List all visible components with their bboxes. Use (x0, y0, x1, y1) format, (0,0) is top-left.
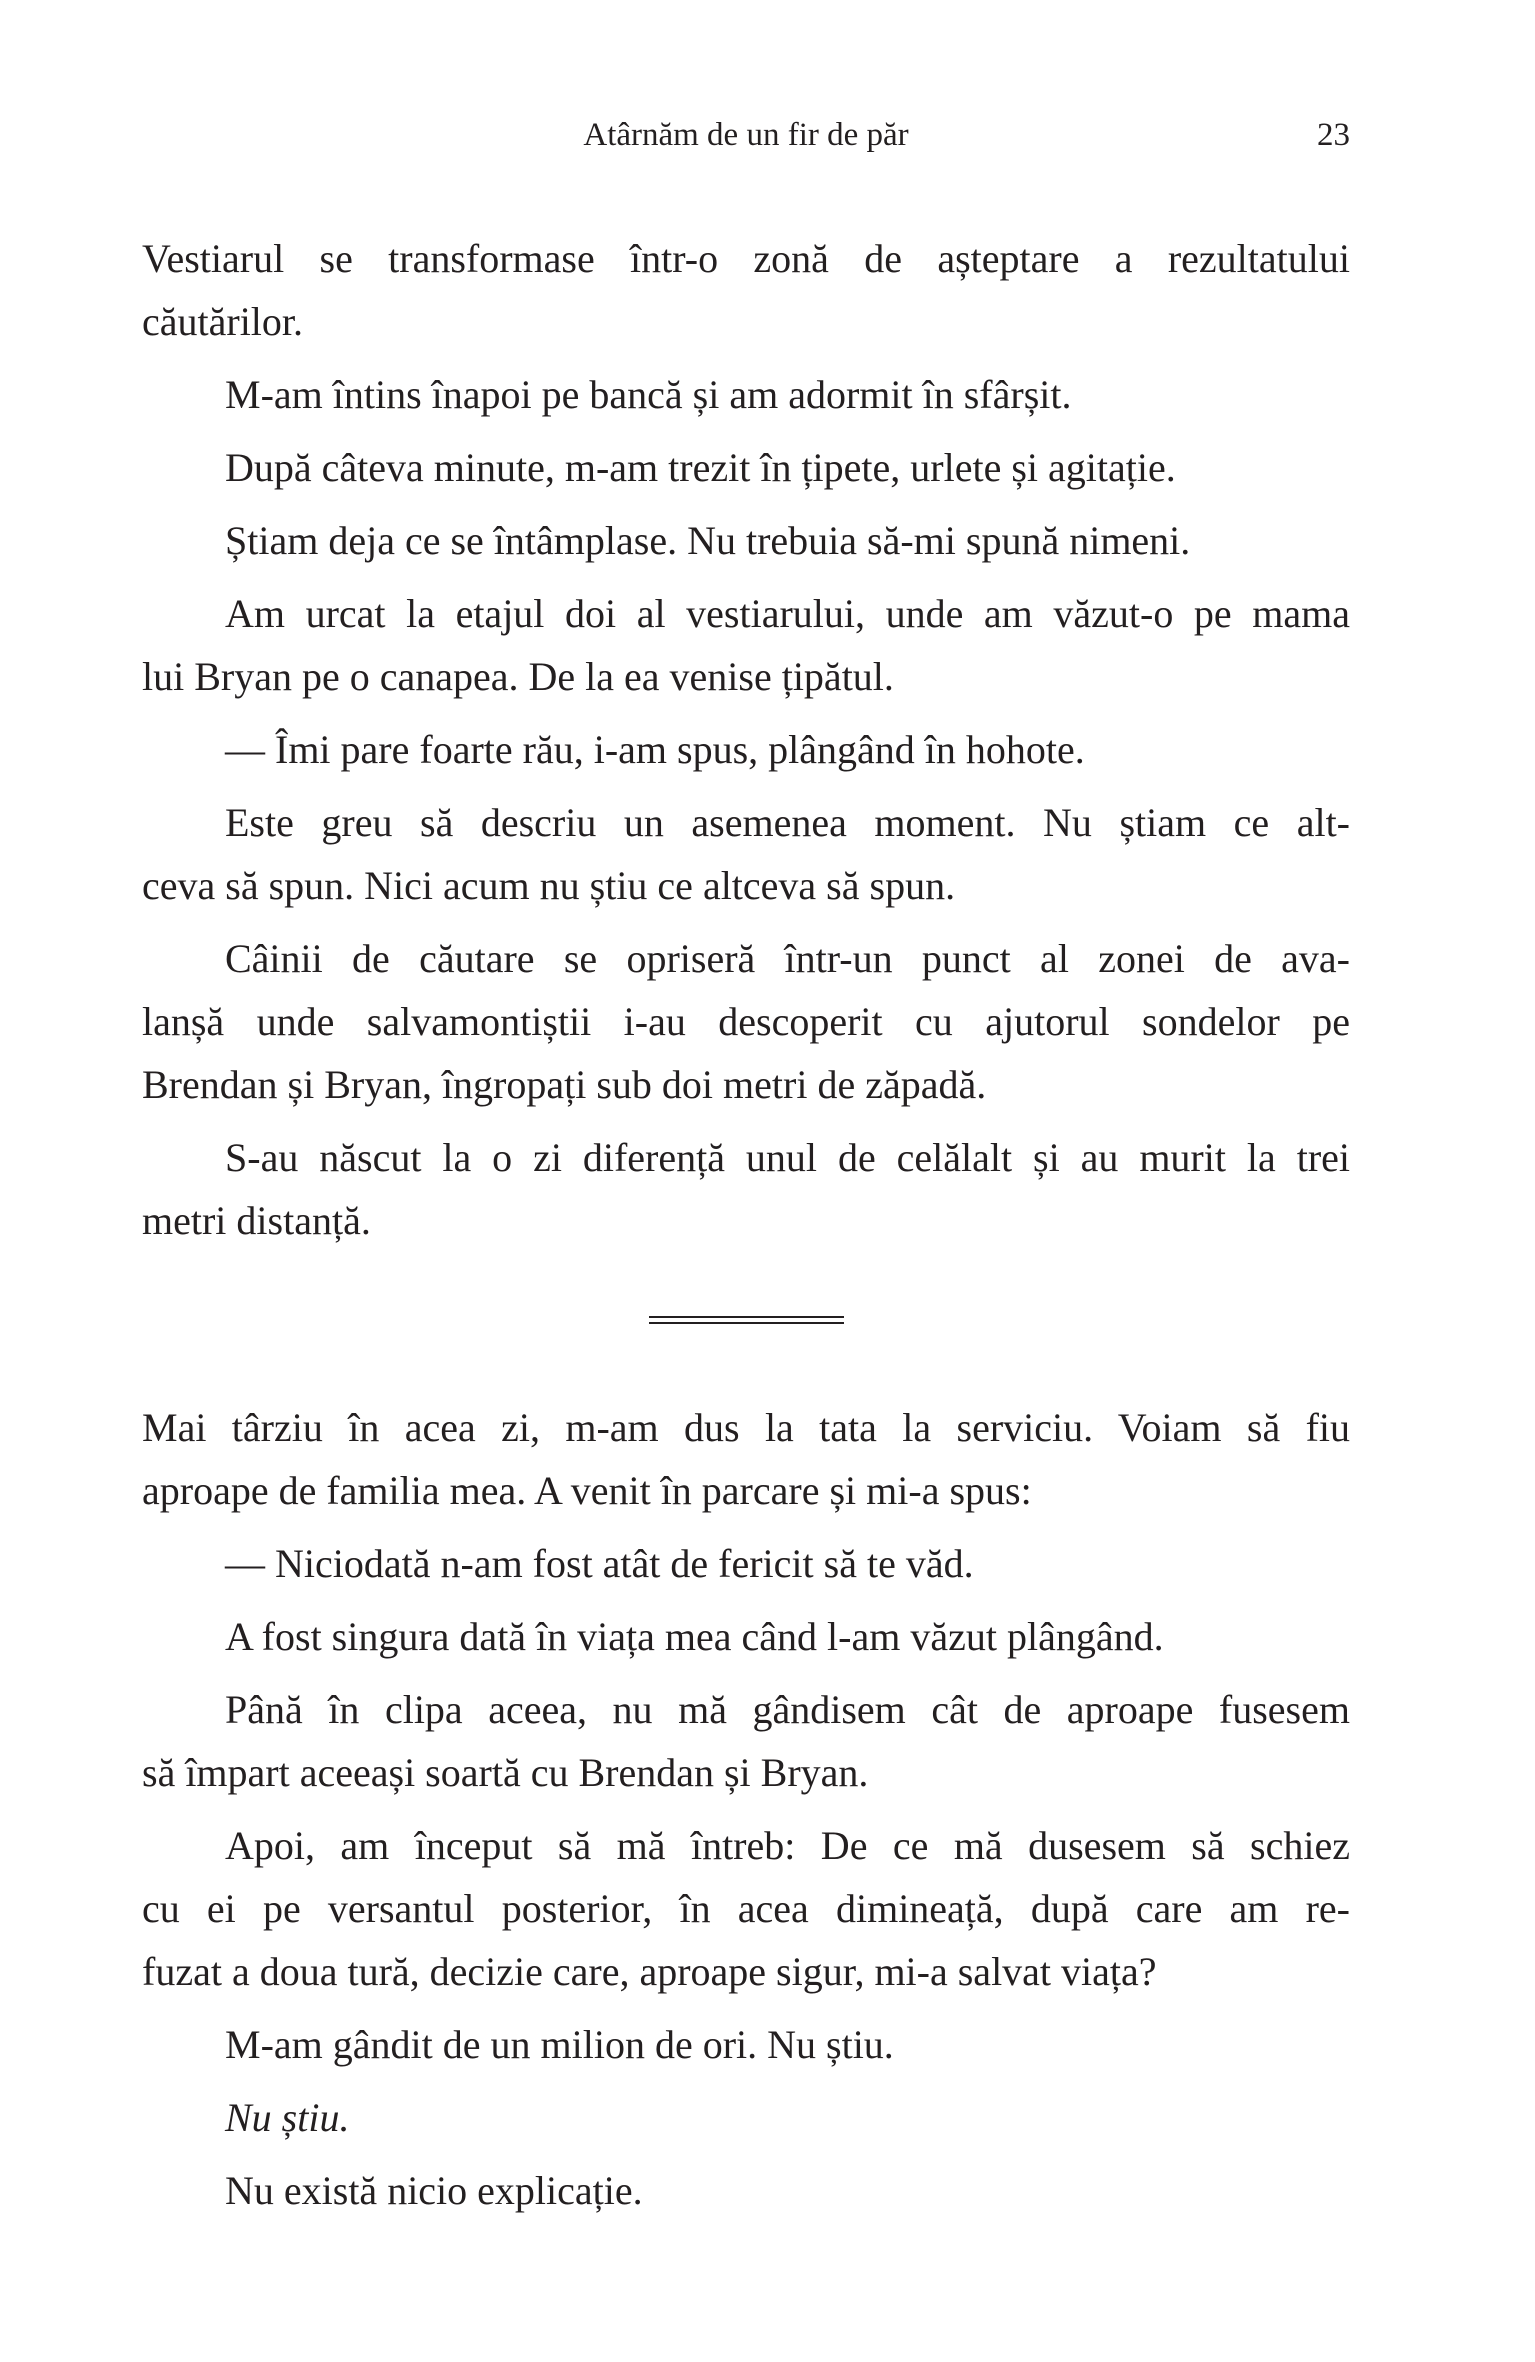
text-line: ceva să spun. Nici acum nu știu ce altceva să spun. (142, 863, 956, 908)
text-line: M-am întins înapoi pe bancă și am adormit în sfârșit. (225, 372, 1072, 417)
paragraph (142, 2159, 1350, 2222)
text-line: să împart aceeași soartă cu Brendan și Bryan. (142, 1750, 869, 1795)
text-line: — Niciodată n-am fost atât de fericit să te văd. (225, 1541, 974, 1586)
text-line: Știam deja ce se întâmplase. Nu trebuia să-mi spună nimeni. (225, 518, 1191, 563)
running-title: Atârnăm de un fir de păr (583, 117, 909, 153)
section-separator (649, 1316, 844, 1324)
text-line: căutărilor. (142, 299, 304, 344)
paragraph (142, 2086, 1350, 2149)
text-line: fuzat a doua tură, decizie care, aproape sigur, mi-a salvat viața? (142, 1949, 1157, 1994)
text-line: Nu știu. (225, 2095, 350, 2140)
text-line: lui Bryan pe o canapea. De la ea venise țipătul. (142, 654, 894, 699)
paragraph (142, 927, 1350, 1116)
text-line: A fost singura dată în viața mea când l-am văzut plângând. (225, 1614, 1164, 1659)
paragraph (142, 1814, 1350, 2003)
text-line: Am urcat la etajul doi al vestiarului, unde am văzut-o pe mama (225, 591, 1350, 636)
text-line: Mai târziu în acea zi, m-am dus la tata la serviciu. Voiam să fiu (142, 1405, 1350, 1450)
paragraph (142, 582, 1350, 708)
text-line: lanșă unde salvamontiștii i-au descoperit cu ajutorul sondelor pe (142, 999, 1350, 1044)
text-line: metri distanță. (142, 1198, 371, 1243)
text-line: M-am gândit de un milion de ori. Nu știu. (225, 2022, 894, 2067)
text-line: Nu există nicio explicație. (225, 2168, 643, 2213)
paragraph (142, 2013, 1350, 2076)
text-line: Vestiarul se transformase într-o zonă de așteptare a rezultatului (142, 236, 1350, 281)
paragraph (142, 1678, 1350, 1804)
paragraph (142, 1605, 1350, 1668)
text-line: Apoi, am început să mă întreb: De ce mă dusesem să schiez (225, 1823, 1350, 1868)
text-line: S-au născut la o zi diferență unul de celălalt și au murit la trei (225, 1135, 1350, 1180)
text-line: cu ei pe versantul posterior, în acea dimineață, după care am re- (142, 1886, 1350, 1931)
paragraph (142, 791, 1350, 917)
text-line: Câinii de căutare se opriseră într-un punct al zonei de ava- (225, 936, 1350, 981)
paragraph (142, 227, 1350, 353)
paragraph (142, 509, 1350, 572)
page-number: 23 (1317, 117, 1350, 153)
text-line: Brendan și Bryan, îngropați sub doi metri de zăpadă. (142, 1062, 987, 1107)
section (142, 1396, 1350, 2222)
text-line: Este greu să descriu un asemenea moment. Nu știam ce alt- (225, 800, 1350, 845)
running-header (142, 112, 1350, 158)
text-line: aproape de familia mea. A venit în parcare și mi-a spus: (142, 1468, 1032, 1513)
text-line: După câteva minute, m-am trezit în țipete, urlete și agitație. (225, 445, 1176, 490)
paragraph (142, 718, 1350, 781)
paragraph (142, 363, 1350, 426)
section (142, 227, 1350, 1252)
text-line: — Îmi pare foarte rău, i-am spus, plângând în hohote. (225, 727, 1085, 772)
paragraph (142, 1532, 1350, 1595)
page-body (142, 227, 1350, 2222)
paragraph (142, 436, 1350, 499)
text-line: Până în clipa aceea, nu mă gândisem cât de aproape fusesem (225, 1687, 1350, 1732)
paragraph (142, 1126, 1350, 1252)
paragraph (142, 1396, 1350, 1522)
